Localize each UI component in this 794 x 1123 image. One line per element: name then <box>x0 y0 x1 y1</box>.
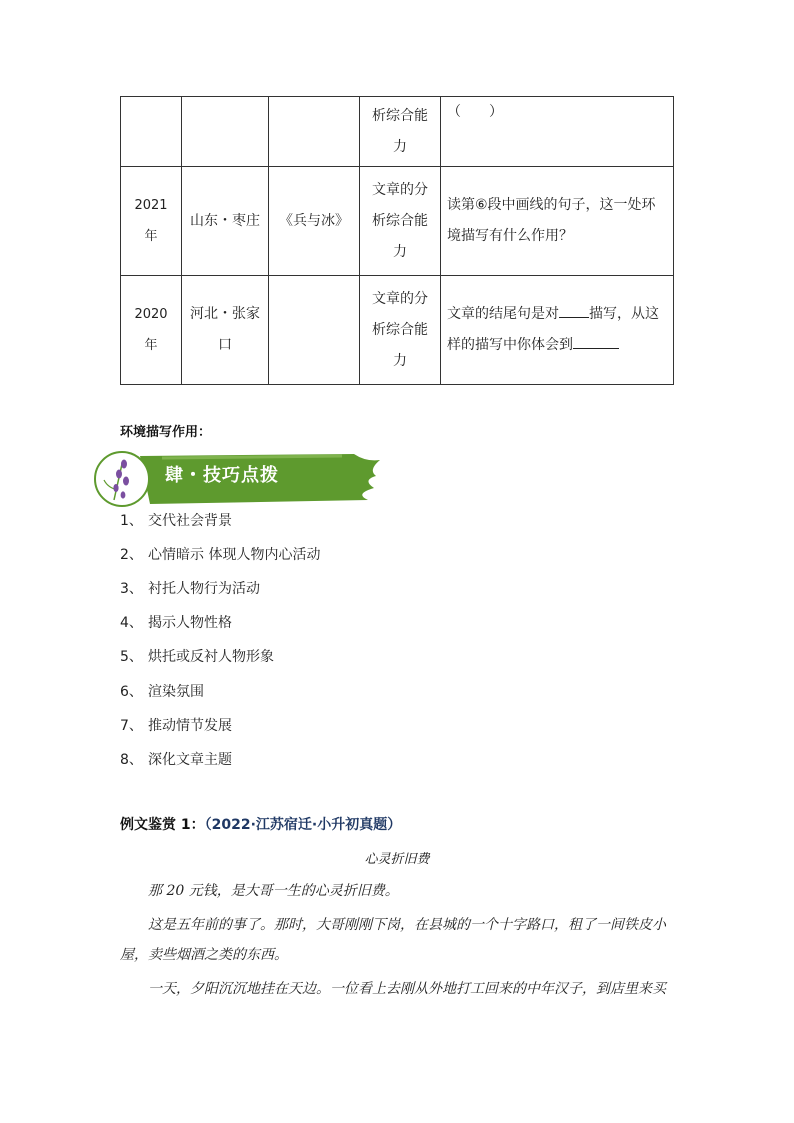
essay-body <box>120 876 676 1004</box>
fill-blank <box>559 302 589 318</box>
ability-line: 析综合能 <box>372 212 428 229</box>
ability-cell <box>360 276 441 385</box>
item-number: 1、 <box>120 513 143 529</box>
ability-line: 析综合能 <box>372 107 428 124</box>
list-item <box>120 715 232 735</box>
example-heading <box>120 814 401 834</box>
flower-bud-icon <box>121 491 126 498</box>
question-cell: 读第⑥段中画线的句子，这一处环境描写有什么作用？ <box>441 167 674 276</box>
ability-line: 析综合能 <box>372 321 428 338</box>
flower-bud-icon <box>121 460 127 469</box>
region-line: 河北・张家 <box>190 306 260 322</box>
table-row <box>121 167 674 276</box>
ability-line: 文章的分 <box>372 181 428 198</box>
ability-line: 力 <box>393 243 407 260</box>
question-cell <box>441 276 674 385</box>
table-row <box>121 276 674 385</box>
ability-line: 力 <box>393 138 407 155</box>
region-cell <box>182 97 269 167</box>
list-item <box>120 612 232 632</box>
list-item <box>120 544 320 564</box>
year-cell: 2020 年 <box>121 276 182 385</box>
ability-line: 文章的分 <box>372 290 428 307</box>
question-cell <box>441 97 674 167</box>
table-row <box>121 97 674 167</box>
item-text: 揭示人物性格 <box>148 615 232 631</box>
item-number: 3、 <box>120 581 143 597</box>
item-text: 推动情节发展 <box>148 718 232 734</box>
ability-cell <box>360 97 441 167</box>
region-cell: 山东・枣庄 <box>182 167 269 276</box>
region-cell <box>182 276 269 385</box>
item-text: 心情暗示 体现人物内心活动 <box>148 547 321 563</box>
flower-bud-icon <box>123 477 129 486</box>
year-cell <box>121 97 182 167</box>
list-item <box>120 578 260 598</box>
fill-blank <box>573 333 619 349</box>
year-cell: 2021 年 <box>121 167 182 276</box>
ability-cell <box>360 167 441 276</box>
section-heading: 环境描写作用： <box>120 425 212 440</box>
exam-question-table <box>120 96 674 385</box>
essay-paragraph: 这是五年前的事了。那时，大哥刚刚下岗，在县城的一个十字路口，租了一间铁皮小屋，卖些烟酒之类的东西。 <box>120 917 666 963</box>
example-label: 例文鉴赏 1： <box>120 817 205 833</box>
list-item <box>120 681 204 701</box>
brush-highlight <box>162 456 342 458</box>
essay-title: 心灵折旧费 <box>364 852 430 867</box>
flower-bud-icon <box>113 484 118 492</box>
article-title-cell <box>269 97 360 167</box>
list-item <box>120 749 232 769</box>
region-line: 口 <box>218 337 232 353</box>
item-text: 渲染氛围 <box>148 684 204 700</box>
ability-line: 力 <box>393 352 407 369</box>
banner-title: 肆・技巧点拨 <box>165 465 279 486</box>
item-number: 8、 <box>120 752 143 768</box>
item-number: 5、 <box>120 649 143 665</box>
item-number: 4、 <box>120 615 143 631</box>
question-text: 文章的结尾句是对 <box>447 306 559 322</box>
item-text: 衬托人物行为活动 <box>148 581 260 597</box>
item-text: 交代社会背景 <box>148 513 232 529</box>
list-item <box>120 646 274 666</box>
item-text: 深化文章主题 <box>148 752 232 768</box>
article-title-cell: 《兵与冰》 <box>269 167 360 276</box>
question-text: 描写，从这样的描写中你体会到 <box>447 306 659 353</box>
example-source: （2022·江苏宿迁·小升初真题） <box>204 817 402 833</box>
item-number: 7、 <box>120 718 143 734</box>
question-text: （ ） <box>447 104 503 120</box>
item-number: 2、 <box>120 547 143 563</box>
item-text: 烘托或反衬人物形象 <box>148 649 274 665</box>
essay-paragraph: 那 20 元钱，是大哥一生的心灵折旧费。 <box>148 883 399 899</box>
article-title-cell <box>269 276 360 385</box>
list-item <box>120 510 232 530</box>
item-number: 6、 <box>120 684 143 700</box>
essay-paragraph: 一天，夕阳沉沉地挂在天边。一位看上去刚从外地打工回来的中年汉子，到店里来买 <box>148 981 666 997</box>
flower-bud-icon <box>116 470 122 479</box>
